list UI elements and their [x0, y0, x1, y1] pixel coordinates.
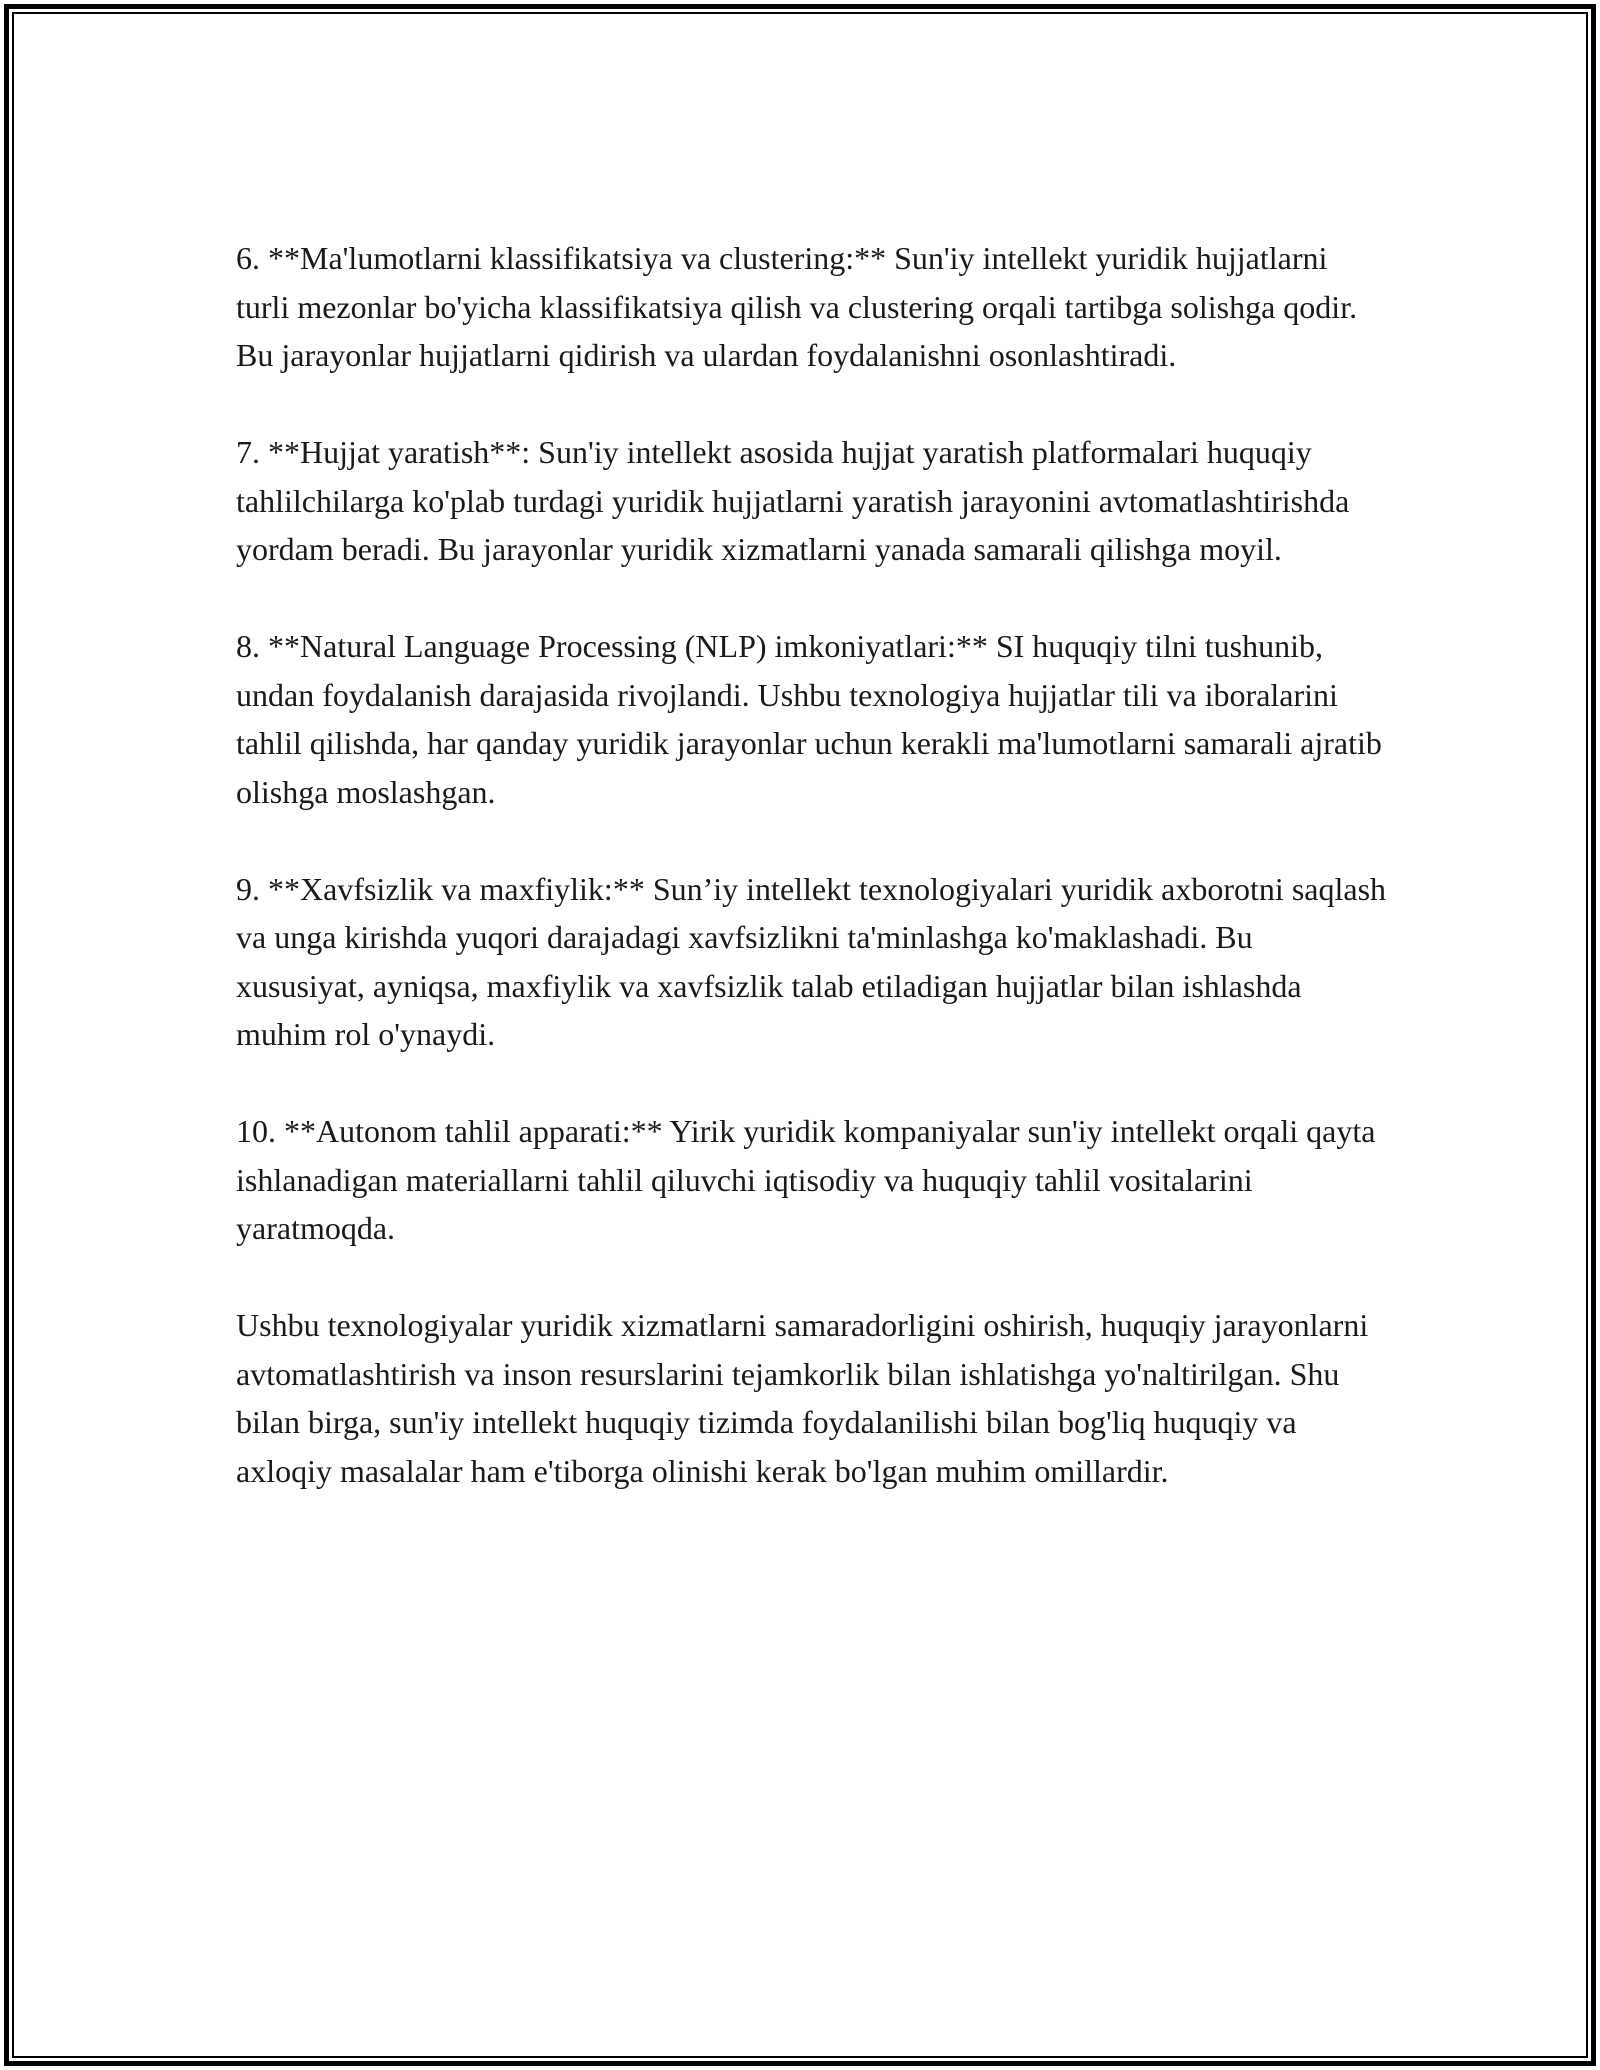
paragraph-item-10: 10. **Autonom tahlil apparati:** Yirik yuridik kompaniyalar sun'iy intellekt orqali qayta ishlanadigan materiallarni tahlil qiluvchi iqtisodiy va huquqiy tahlil vositalarini yaratmoqda. [236, 1113, 1376, 1246]
paragraph-conclusion: Ushbu texnologiyalar yuridik xizmatlarni samaradorligini oshirish, huquqiy jarayonlarni avtomatlashtirish va inson resurslarini tejamkorlik bilan ishlatishga yo'naltirilgan. Shu bilan birga, sun'iy intellekt huquqiy tizimda foydalanilishi bilan bog'liq huquqiy va axloqiy masalalar ham e'tiborga olinishi kerak bo'lgan muhim omillardir. [236, 1307, 1369, 1489]
paragraph-item-7: 7. **Hujjat yaratish**: Sun'iy intellekt asosida hujjat yaratish platformalari huquqiy tahlilchilarga ko'plab turdagi yuridik hujjatlarni yaratish jarayonini avtomatlashtirishda yordam beradi. Bu jarayonlar yuridik xizmatlarni yanada samarali qilishga moyil. [236, 434, 1350, 567]
paragraph-item-6: 6. **Ma'lumotlarni klassifikatsiya va clustering:** Sun'iy intellekt yuridik hujjatlarni turli mezonlar bo'yicha klassifikatsiya qilish va clustering orqali tartibga solishga qodir. Bu jarayonlar hujjatlarni qidirish va ulardan foydalanishni osonlashtiradi. [236, 240, 1358, 373]
document-body [236, 234, 1386, 1544]
paragraph-item-9: 9. **Xavfsizlik va maxfiylik:** Sun’iy intellekt texnologiyalari yuridik axborotni saqlash va unga kirishda yuqori darajadagi xavfsizlikni ta'minlashga ko'maklashadi. Bu xususiyat, ayniqsa, maxfiylik va xavfsizlik talab etiladigan hujjatlar bilan ishlashda muhim rol o'ynaydi. [236, 870, 1387, 1052]
paragraph-item-8: 8. **Natural Language Processing (NLP) imkoniyatlari:** SI huquqiy tilni tushunib, undan foydalanish darajasida rivojlandi. Ushbu texnologiya hujjatlar tili va iboralarini tahlil qilishda, har qanday yuridik jarayonlar uchun kerakli ma'lumotlarni samarali ajratib olishga moslashgan. [236, 628, 1382, 810]
